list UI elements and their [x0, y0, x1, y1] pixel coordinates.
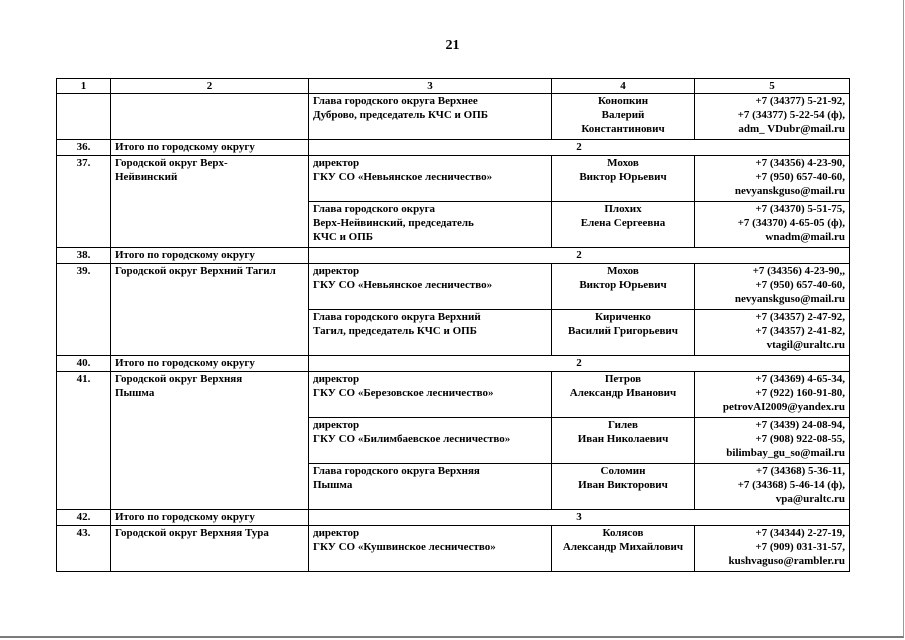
total-row	[57, 248, 850, 264]
total-row	[57, 510, 850, 526]
row-number: 36.	[57, 140, 111, 156]
person-name: Колясов Александр Михайлович	[552, 526, 695, 572]
person-name: Кириченко Василий Григорьевич	[552, 310, 695, 356]
person-name: Конопкин Валерий Константинович	[552, 94, 695, 140]
person-name: Петров Александр Иванович	[552, 372, 695, 418]
total-label: Итого по городскому округу	[111, 356, 309, 372]
district-name: Городской округ Верхний Тагил	[111, 264, 309, 356]
row-number	[57, 94, 111, 140]
position-cell: Глава городского округа Верхнее Дуброво, председатель КЧС и ОПБ	[309, 94, 552, 140]
total-label: Итого по городскому округу	[111, 248, 309, 264]
person-name: Соломин Иван Викторович	[552, 464, 695, 510]
total-value: 3	[309, 510, 850, 526]
person-name: Мохов Виктор Юрьевич	[552, 156, 695, 202]
position-cell: директор ГКУ СО «Березовское лесничество»	[309, 372, 552, 418]
district-name: Городской округ Верх- Нейвинский	[111, 156, 309, 248]
column-header: 1	[57, 79, 111, 94]
total-label: Итого по городскому округу	[111, 510, 309, 526]
contacts-cell: +7 (34370) 5-51-75, +7 (34370) 4-65-05 (ф), wnadm@mail.ru	[695, 202, 850, 248]
person-name: Плохих Елена Сергеевна	[552, 202, 695, 248]
table-row	[57, 526, 850, 572]
table-row	[57, 372, 850, 418]
contacts-cell: +7 (34356) 4-23-90,, +7 (950) 657-40-60, nevyanskguso@mail.ru	[695, 264, 850, 310]
person-name: Мохов Виктор Юрьевич	[552, 264, 695, 310]
contacts-cell: +7 (34344) 2-27-19, +7 (909) 031-31-57, kushvaguso@rambler.ru	[695, 526, 850, 572]
district-name	[111, 94, 309, 140]
total-value: 2	[309, 356, 850, 372]
row-number: 38.	[57, 248, 111, 264]
row-number: 42.	[57, 510, 111, 526]
total-value: 2	[309, 140, 850, 156]
contacts-cell: +7 (34357) 2-47-92, +7 (34357) 2-41-82, vtagil@uraltc.ru	[695, 310, 850, 356]
row-number: 43.	[57, 526, 111, 572]
table-header-row	[57, 79, 850, 94]
contacts-table	[56, 78, 850, 572]
position-cell: директор ГКУ СО «Невьянское лесничество»	[309, 156, 552, 202]
table-row	[57, 156, 850, 202]
column-header: 2	[111, 79, 309, 94]
contacts-cell: +7 (34368) 5-36-11, +7 (34368) 5-46-14 (ф), vpa@uraltc.ru	[695, 464, 850, 510]
district-name: Городской округ Верхняя Тура	[111, 526, 309, 572]
position-cell: Глава городского округа Верхняя Пышма	[309, 464, 552, 510]
position-cell: директор ГКУ СО «Невьянское лесничество»	[309, 264, 552, 310]
position-cell: Глава городского округа Верхний Тагил, председатель КЧС и ОПБ	[309, 310, 552, 356]
table-row	[57, 264, 850, 310]
contacts-cell: +7 (34377) 5-21-92, +7 (34377) 5-22-54 (ф), adm_ VDubr@mail.ru	[695, 94, 850, 140]
row-number: 37.	[57, 156, 111, 248]
contacts-cell: +7 (3439) 24-08-94, +7 (908) 922-08-55, bilimbay_gu_so@mail.ru	[695, 418, 850, 464]
table-row	[57, 94, 850, 140]
column-header: 4	[552, 79, 695, 94]
contacts-cell: +7 (34356) 4-23-90, +7 (950) 657-40-60, nevyanskguso@mail.ru	[695, 156, 850, 202]
position-cell: директор ГКУ СО «Кушвинское лесничество»	[309, 526, 552, 572]
total-label: Итого по городскому округу	[111, 140, 309, 156]
column-header: 5	[695, 79, 850, 94]
row-number: 39.	[57, 264, 111, 356]
row-number: 41.	[57, 372, 111, 510]
total-row	[57, 356, 850, 372]
position-cell: Глава городского округа Верх-Нейвинский, председатель КЧС и ОПБ	[309, 202, 552, 248]
district-name: Городской округ Верхняя Пышма	[111, 372, 309, 510]
total-row	[57, 140, 850, 156]
position-cell: директор ГКУ СО «Билимбаевское лесничество»	[309, 418, 552, 464]
total-value: 2	[309, 248, 850, 264]
column-header: 3	[309, 79, 552, 94]
contacts-cell: +7 (34369) 4-65-34, +7 (922) 160-91-80, petrovAI2009@yandex.ru	[695, 372, 850, 418]
row-number: 40.	[57, 356, 111, 372]
page-number: 21	[445, 38, 460, 53]
person-name: Гилев Иван Николаевич	[552, 418, 695, 464]
